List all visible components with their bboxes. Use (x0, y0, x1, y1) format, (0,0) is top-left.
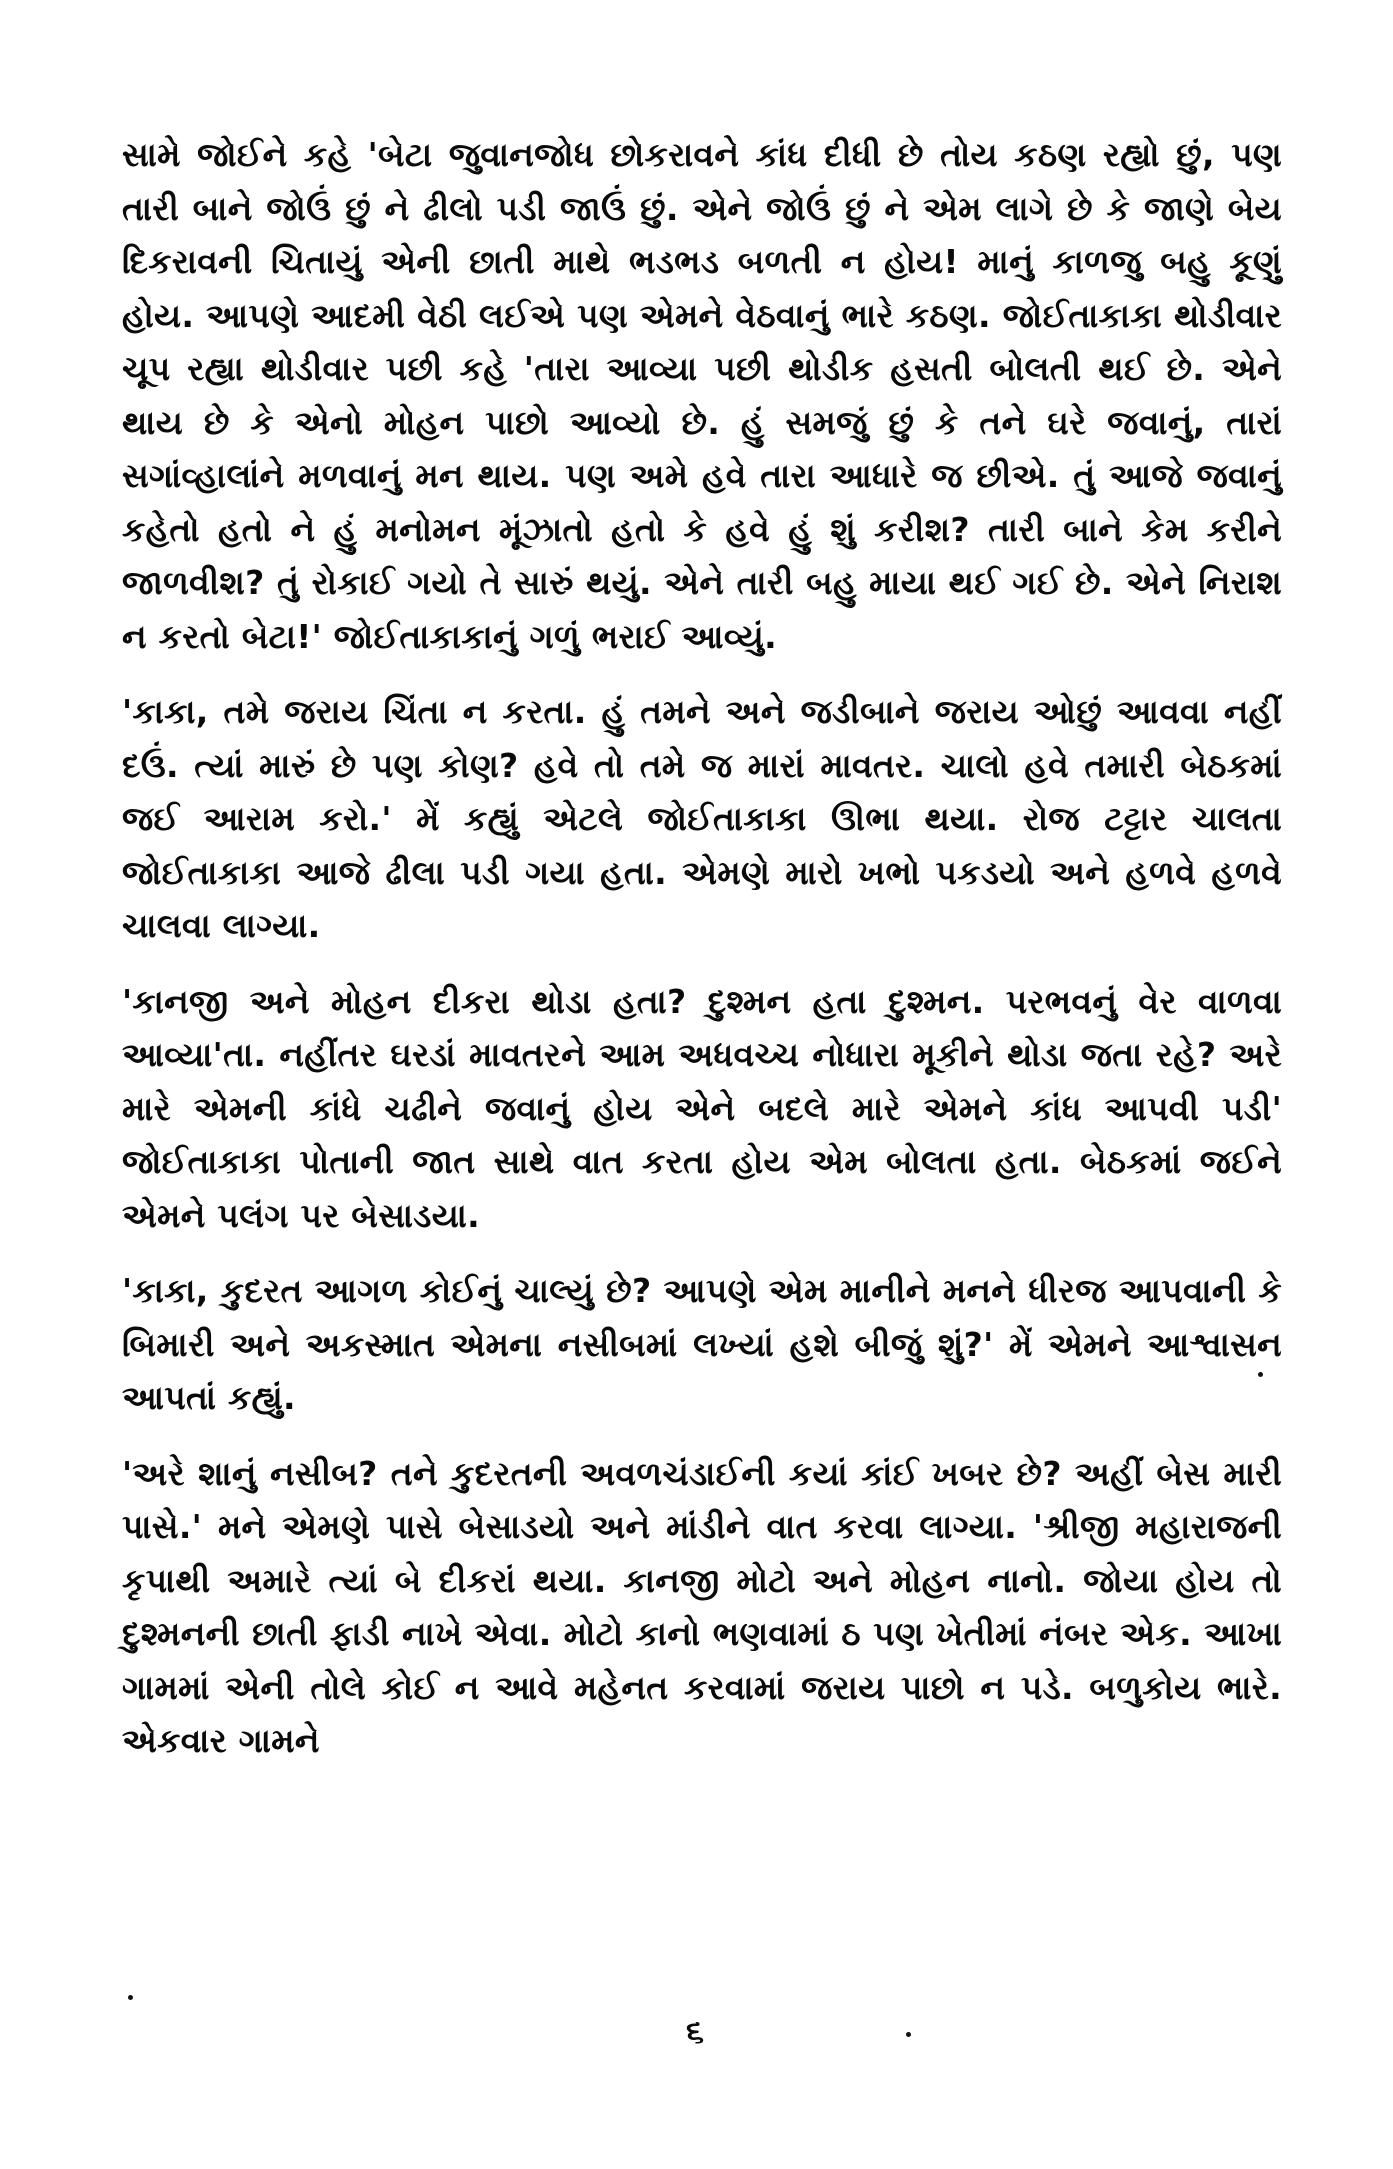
paragraph-gap (122, 1425, 1282, 1447)
paragraph-5: 'અરે શાનું નસીબ? તને કુદરતની અવળચંડાઈની કયાં કાંઈ ખબર છે? અહીં બેસ મારી પાસે.' મને એમણે પાસે બેસાડયો અને માંડીને વાત કરવા લાગ્યા. 'શ્રીજી મહારાજની કૃપાથી અમારે ત્યાં બે દીકરાં થયા. કાનજી મોટો અને મોહન નાનો. જોયા હોય તો દુશ્મનની છાતી ફાડી નાખે એવા. મોટો કાનો ભણવામાં ઠ પણ ખેતીમાં નંબર એક. આખા ગામમાં એની તોલે કોઈ ન આવે મહેનત કરવામાં જરાય પાછો ન પડે. બળુકોય ભારે. એકવાર ગામને (122, 1453, 1282, 1760)
ink-speck (906, 2032, 911, 2037)
paragraph-2: 'કાકા, તમે જરાય ચિંતા ન કરતા. હું તમને અને જડીબાને જરાય ઓછું આવવા નહીં દઉં. ત્યાં મારું છે પણ કોણ? હવે તો તમે જ મારાં માવતર. ચાલો હવે તમારી બેઠકમાં જઈ આરામ કરો.' મેં કહ્યું એટલે જોઈતાકાકા ઊભા થયા. રોજ ટટ્ટાર ચાલતા જોઈતાકાકા આજે ઢીલા પડી ગયા હતા. એમણે મારો ખભો પકડયો અને હળવે હળવે ચાલવા લાગ્યા. (122, 692, 1282, 945)
paragraph-4: 'કાકા, કુદરત આગળ કોઈનું ચાલ્યું છે? આપણે એમ માનીને મનને ધીરજ આપવાની કે બિમારી અને અકસ્માત એમના નસીબમાં લખ્યાં હશે બીજું શું?' મેં એમને આશ્વાસન આપતાં કહ્યું. (122, 1271, 1282, 1417)
paragraph-3: 'કાનજી અને મોહન દીકરા થોડા હતા? દુશ્મન હતા દુશ્મન. પરભવનું વેર વાળવા આવ્યા'તા. નહીંતર ઘરડાં માવતરને આમ અધવચ્ચ નોધારા મૂકીને થોડા જતા રહે? અરે મારે એમની કાંધે ચઢીને જવાનું હોય એને બદલે મારે એમને કાંધ આપવી પડી' જોઈતાકાકા પોતાની જાત સાથે વાત કરતા હોય એમ બોલતા હતા. બેઠકમાં જઈને એમને પલંગ પર બેસાડયા. (122, 981, 1282, 1235)
ink-speck (128, 1995, 133, 2000)
paragraph-gap (122, 1242, 1282, 1264)
ink-speck (1258, 1372, 1263, 1377)
paragraph-gap (122, 663, 1282, 685)
paragraph-gap (122, 953, 1282, 975)
page-number: ૬ (686, 2012, 704, 2050)
body-text (122, 128, 1282, 1768)
paragraph-1: સામે જોઈને કહે 'બેટા જુવાનજોધ છોકરાવને કાંધ દીધી છે તોય કઠણ રહ્યો છું, પણ તારી બાને જોઉં છું ને ઢીલો પડી જાઉં છું. એને જોઉં છું ને એમ લાગે છે કે જાણે બેય દિકરાવની ચિતાયું એની છાતી માથે ભડભડ બળતી ન હોય! માનું કાળજુ બહુ કૂણું હોય. આપણે આદમી વેઠી લઈએ પણ એમને વેઠવાનું ભારે કઠણ. જોઈતાકાકા થોડીવાર ચૂપ રહ્યા થોડીવાર પછી કહે 'તારા આવ્યા પછી થોડીક હસતી બોલતી થઈ છે. એને થાય છે કે એનો મોહન પાછો આવ્યો છે. હું સમજું છું કે તને ઘરે જવાનું, તારાં સગાંવ્હાલાંને મળવાનું મન થાય. પણ અમે હવે તારા આધારે જ છીએ. તું આજે જવાનું કહેતો હતો ને હું મનોમન મૂંઝાતો હતો કે હવે હું શું કરીશ? તારી બાને કેમ કરીને જાળવીશ? તું રોકાઈ ગયો તે સારું થયું. એને તારી બહુ માયા થઈ ગઈ છે. એને નિરાશ ન કરતો બેટા!' જોઈતાકાકાનું ગળું ભરાઈ આવ્યું. (122, 135, 1282, 656)
